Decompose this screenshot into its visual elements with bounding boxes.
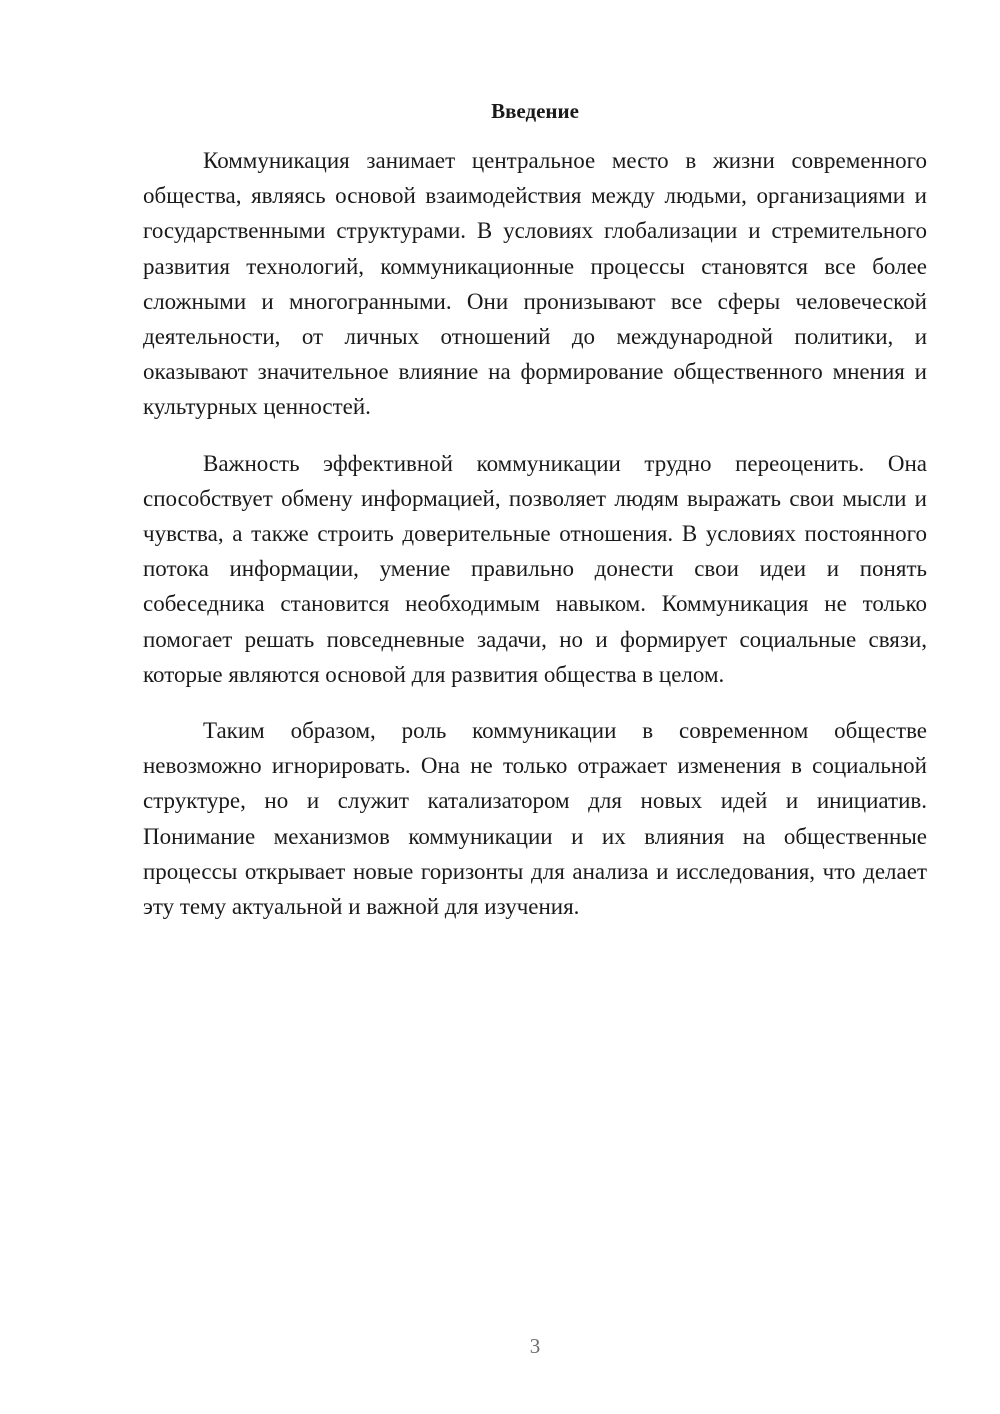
document-body bbox=[143, 143, 927, 945]
page-number: 3 bbox=[529, 1334, 541, 1358]
paragraph-2: Важность эффективной коммуникации трудно переоценить. Она способствует обмену информацией, позволяет людям выражать свои мысли и чувства, а также строить доверительные отношения. В условиях постоянного потока информации, умение правильно донести свои идеи и понять собеседника становится необходимым навыком. Коммуникация не только помогает решать повседневные задачи, но и формирует социальные связи, которые являются основой для развития общества в целом. bbox=[143, 450, 927, 687]
section-title: Введение bbox=[491, 99, 579, 123]
paragraph-3: Таким образом, роль коммуникации в современном обществе невозможно игнорировать. Она не только отражает изменения в социальной структуре, но и служит катализатором для новых идей и инициатив. Понимание механизмов коммуникации и их влияния на общественные процессы открывает новые горизонты для анализа и исследования, что делает эту тему актуальной и важной для изучения. bbox=[143, 718, 927, 920]
paragraph-1: Коммуникация занимает центральное место в жизни современного общества, являясь основой взаимодействия между людьми, организациями и государственными структурами. В условиях глобализации и стремительного развития технологий, коммуникационные процессы становятся все более сложными и многогранными. Они пронизывают все сферы человеческой деятельности, от личных отношений до международной политики, и оказывают значительное влияние на формирование общественного мнения и культурных ценностей. bbox=[143, 148, 927, 420]
